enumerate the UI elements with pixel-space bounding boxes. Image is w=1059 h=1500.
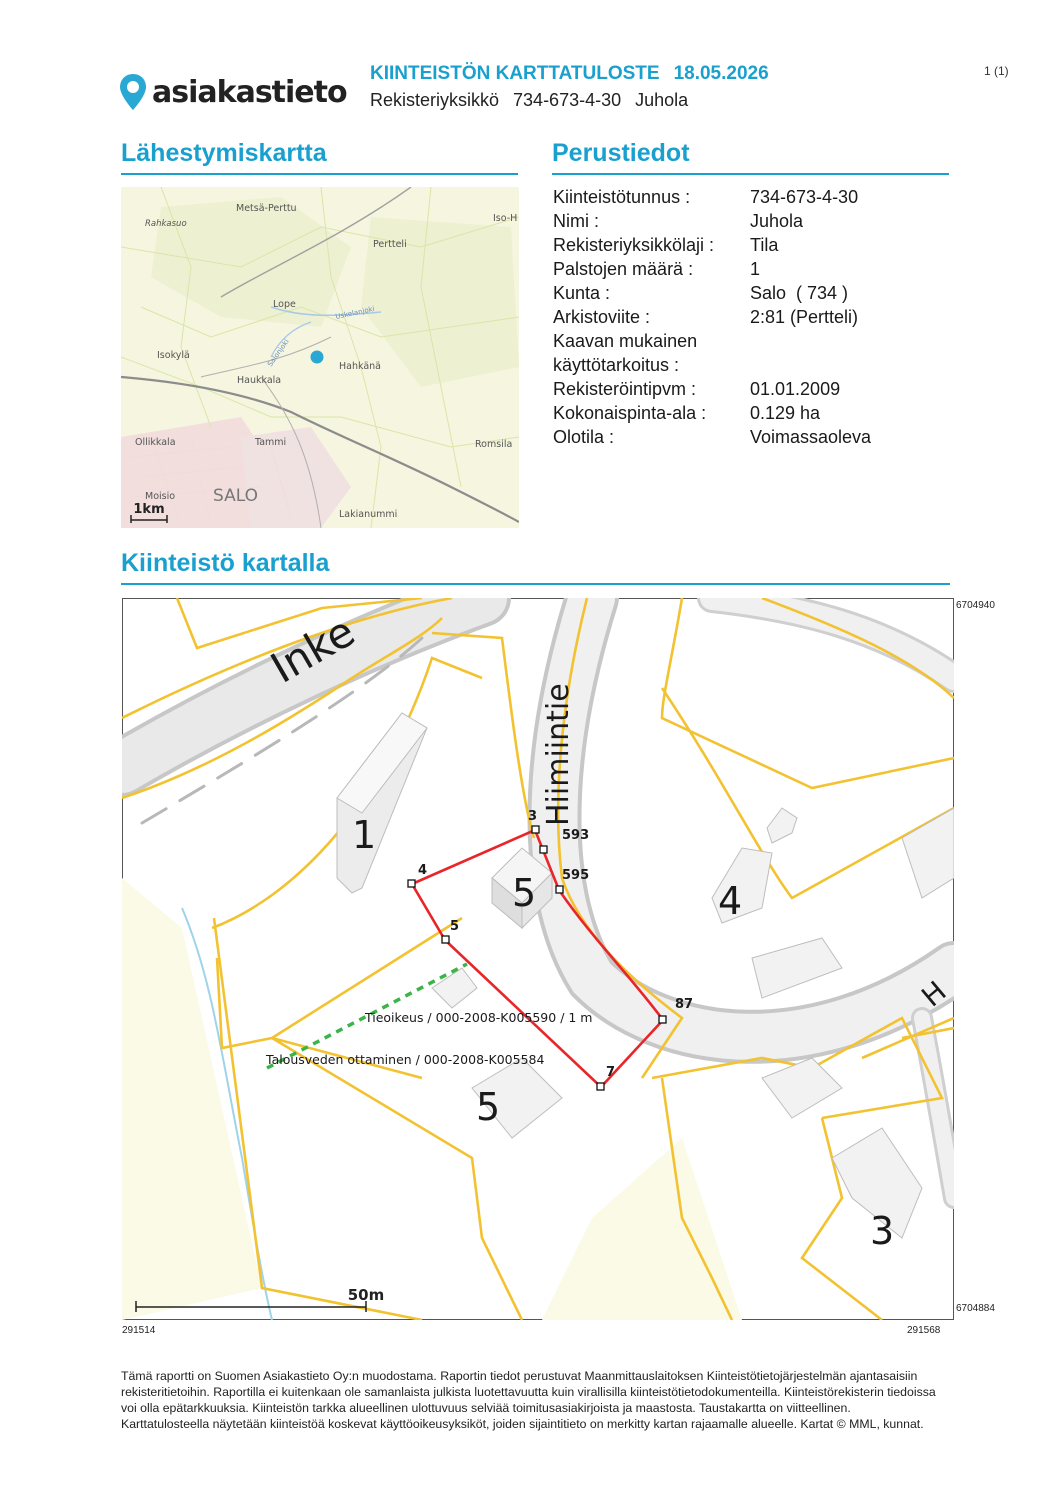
report-title-text: KIINTEISTÖN KARTTATULOSTE	[370, 63, 660, 84]
approach-map-title: Lähestymiskartta	[121, 139, 327, 167]
info-label: Arkistoviite :	[553, 307, 651, 327]
info-row	[553, 185, 871, 209]
property-location-marker	[311, 351, 324, 364]
info-label: Kiinteistötunnus :	[553, 187, 691, 207]
basic-info-title: Perustiedot	[552, 139, 690, 167]
place-label: Lakianummi	[339, 509, 398, 520]
info-label: Kunta :	[553, 283, 611, 303]
approach-scale-label: 1km	[133, 502, 165, 517]
basic-info-table	[553, 185, 871, 449]
point-label: 593	[562, 828, 590, 843]
easement-label-road: Tieoikeus / 000-2008-K005590 / 1 m	[365, 1010, 593, 1025]
subtitle-name: Juhola	[635, 90, 689, 110]
road-label: H	[915, 974, 953, 1014]
coord-bottom-right: 6704884	[956, 1303, 995, 1314]
info-row	[553, 257, 871, 281]
building-number: 1	[352, 813, 377, 857]
approach-scale-bar	[131, 502, 167, 523]
building-number: 5	[512, 871, 537, 915]
place-label: Romsila	[475, 439, 513, 450]
info-value: 2:81 (Pertteli)	[750, 307, 859, 327]
coord-top-right: 6704940	[956, 600, 995, 611]
building-number: 4	[718, 879, 743, 923]
info-value: 1	[750, 259, 761, 279]
property-map-rule	[121, 583, 950, 585]
info-label: Kokonaispinta-ala :	[553, 403, 707, 423]
info-row	[553, 305, 871, 329]
place-label: Uskelanjoki	[334, 304, 376, 321]
place-label: Metsä-Perttu	[236, 203, 297, 214]
brand-logo	[118, 72, 347, 112]
report-subtitle	[370, 90, 688, 111]
location-pin-icon	[118, 72, 148, 112]
place-label: Tammi	[255, 437, 287, 448]
coord-bottom-left: 291514	[122, 1325, 156, 1336]
subtitle-id: 734-673-4-30	[513, 90, 622, 110]
place-label: Moisio	[145, 491, 176, 502]
info-value	[750, 329, 871, 377]
approach-map	[121, 187, 519, 528]
info-row	[553, 209, 871, 233]
subtitle-label: Rekisteriyksikkö	[370, 90, 500, 110]
road-label: Inke	[262, 606, 363, 693]
place-label: Salonjoki	[266, 337, 291, 369]
info-row	[553, 281, 871, 305]
info-label: Rekisteriyksikkölaji :	[553, 235, 715, 255]
info-value: Tila	[750, 235, 779, 255]
place-label: Haukkala	[237, 375, 282, 386]
place-label: Isokylä	[157, 350, 190, 361]
info-label: Olotila :	[553, 427, 615, 447]
point-label: 595	[562, 868, 590, 883]
info-value: 01.01.2009	[750, 379, 841, 399]
disclaimer-text: Tämä raportti on Suomen Asiakastieto Oy:n muodostama. Raportin tiedot perustuvat Maanmittauslaitoksen Kiinteistötietojärjestelmän ajantasaisiin rekisteritietoihin. Raportilla ei kuitenkaan ole samanlaista julkista luotettavuutta kuin virallisilla kiinteistötietodokumenteilla. Kiinteistörekisterin tiedoissa voi olla epätarkkuuksia. Kiinteistön tarkka alueellinen ulottuvuus selviää toimitusasiakirjoista ja maastosta. Taustakartta on viitteellinen. Karttatulosteella näytetään kiinteistöä koskevat käyttöoikeusyksiköt, joiden sijaintitieto on merkitty kartan rajaamalle alueelle. Kartat © MML, kunnat.	[121, 1369, 936, 1431]
logo-text: asiakastieto	[152, 74, 347, 110]
point-label: 87	[675, 997, 694, 1012]
city-label: SALO	[213, 486, 258, 506]
basic-info-rule	[552, 173, 949, 175]
coord-bottom-right-x: 291568	[907, 1325, 941, 1336]
property-map-title: Kiinteistö kartalla	[121, 549, 330, 577]
place-label: Ollikkala	[135, 437, 176, 448]
info-row	[553, 425, 871, 449]
building-number: 3	[870, 1209, 895, 1253]
info-row	[553, 401, 871, 425]
point-label: 5	[450, 919, 460, 934]
info-value: 0.129 ha	[750, 403, 821, 423]
page-number: 1 (1)	[984, 64, 1009, 78]
point-label: 7	[606, 1065, 616, 1080]
building-number: 5	[476, 1085, 501, 1129]
place-label: Pertteli	[373, 239, 407, 250]
place-label: Hahkänä	[339, 361, 381, 372]
info-value: Juhola	[750, 211, 804, 231]
info-label: Nimi :	[553, 211, 599, 231]
property-map	[122, 598, 954, 1320]
place-label: Lope	[273, 299, 296, 310]
info-row	[553, 329, 871, 377]
report-date: 18.05.2026	[673, 63, 769, 84]
place-label: Rahkasuo	[145, 219, 187, 229]
point-label: 3	[528, 809, 538, 824]
info-label: Palstojen määrä :	[553, 259, 694, 279]
map-scale-label: 50m	[347, 1286, 385, 1304]
info-label: Rekisteröintipvm :	[553, 379, 697, 399]
road-label: Hiimiintie	[541, 683, 576, 826]
report-title	[370, 63, 769, 85]
easement-label-water: Talousveden ottaminen / 000-2008-K005584	[266, 1052, 545, 1067]
info-label: Kaavan mukainen käyttötarkoitus :	[553, 331, 698, 375]
place-label: Iso-H	[493, 213, 518, 224]
approach-map-rule	[121, 173, 518, 175]
info-value: Salo ( 734 )	[750, 283, 849, 303]
info-value: Voimassaoleva	[750, 427, 872, 447]
info-row	[553, 377, 871, 401]
info-value: 734-673-4-30	[750, 187, 859, 207]
point-label: 4	[418, 863, 428, 878]
info-row	[553, 233, 871, 257]
